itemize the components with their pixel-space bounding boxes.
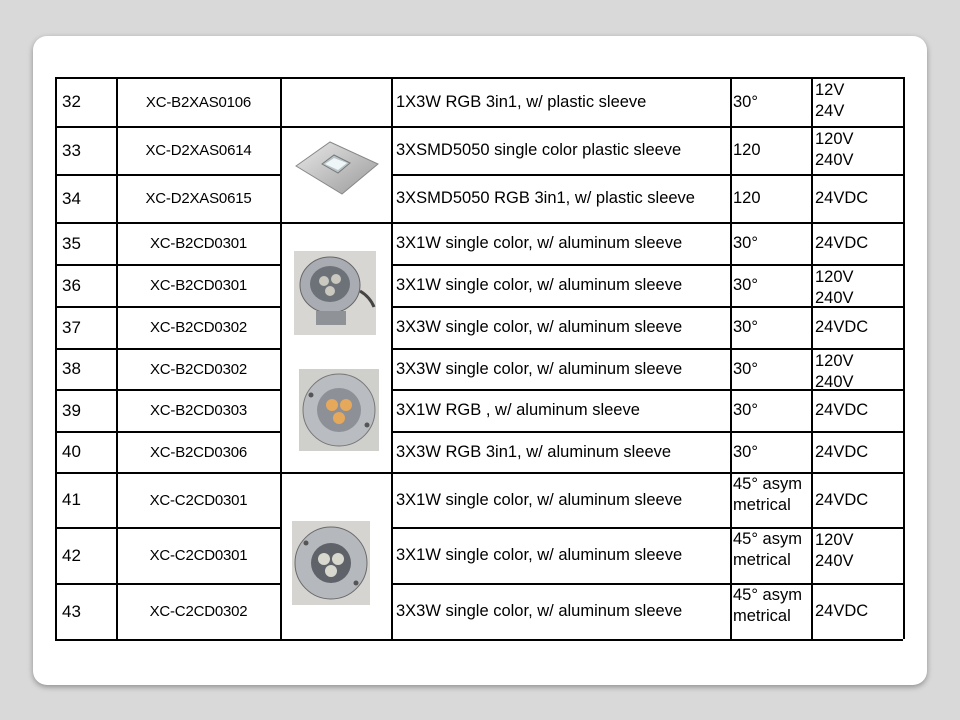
model-code: XC-B2CD0301 bbox=[149, 277, 247, 295]
product-description: 3X3W single color, w/ aluminum sleeve bbox=[396, 602, 683, 621]
product-description: 3XSMD5050 single color plastic sleeve bbox=[396, 141, 682, 160]
beam-angle: 30° bbox=[733, 234, 758, 253]
table-hline bbox=[280, 77, 391, 79]
table-hline bbox=[280, 126, 391, 128]
model-code: XC-C2CD0301 bbox=[149, 547, 248, 565]
row-number: 37 bbox=[62, 317, 81, 337]
model-code: XC-D2XAS0615 bbox=[145, 190, 252, 208]
beam-angle: 45° asymmetrical bbox=[733, 474, 802, 514]
row-number: 36 bbox=[62, 275, 81, 295]
product-description: 3X1W single color, w/ aluminum sleeve bbox=[396, 276, 683, 295]
square-plastic-lamp-photo bbox=[292, 136, 382, 198]
voltage-value: 120V bbox=[815, 530, 854, 549]
voltage-value: 120V bbox=[815, 267, 854, 286]
model-code: XC-B2CD0303 bbox=[149, 402, 247, 420]
beam-angle: 30° bbox=[733, 92, 758, 111]
voltage-value: 240V bbox=[815, 150, 854, 169]
product-description: 3XSMD5050 RGB 3in1, w/ plastic sleeve bbox=[396, 189, 695, 208]
table-vline bbox=[280, 77, 282, 639]
beam-angle: 30° bbox=[733, 318, 758, 337]
row-number: 34 bbox=[62, 188, 81, 208]
round-three-led-lamp-photo bbox=[299, 369, 379, 451]
round-side-view-lamp-photo bbox=[294, 251, 376, 335]
row-number: 32 bbox=[62, 92, 81, 112]
table-hline bbox=[280, 472, 391, 474]
row-number: 42 bbox=[62, 545, 81, 565]
product-description: 3X3W single color, w/ aluminum sleeve bbox=[396, 359, 683, 378]
voltage-value: 24VDC bbox=[815, 401, 869, 420]
voltage bbox=[812, 128, 903, 175]
voltage bbox=[812, 79, 903, 127]
voltage bbox=[812, 529, 903, 584]
model-code: XC-B2CD0302 bbox=[149, 319, 247, 337]
product-description: 3X3W RGB 3in1, w/ aluminum sleeve bbox=[396, 442, 672, 461]
voltage-value: 120V bbox=[815, 129, 854, 148]
table-hline bbox=[280, 639, 391, 641]
model-code: XC-B2CD0301 bbox=[149, 235, 247, 253]
round-three-led-asym-lamp-photo bbox=[292, 521, 370, 605]
voltage-value: 240V bbox=[815, 551, 854, 570]
beam-angle: 30° bbox=[733, 442, 758, 461]
beam-angle: 45° asymmetrical bbox=[733, 585, 802, 625]
voltage-value: 240V bbox=[815, 372, 854, 389]
voltage-value: 24VDC bbox=[815, 234, 869, 253]
beam-angle: 120 bbox=[733, 189, 761, 208]
table-vline bbox=[903, 77, 905, 639]
voltage bbox=[812, 224, 903, 265]
beam-angle: 30° bbox=[733, 276, 758, 295]
voltage-value: 24VDC bbox=[815, 318, 869, 337]
voltage bbox=[812, 308, 903, 349]
voltage bbox=[812, 266, 903, 307]
model-code: XC-D2XAS0614 bbox=[145, 142, 252, 160]
row-number: 33 bbox=[62, 140, 81, 160]
model-code: XC-B2XAS0106 bbox=[145, 93, 252, 111]
row-number: 35 bbox=[62, 233, 81, 253]
voltage bbox=[812, 391, 903, 432]
model-code: XC-C2CD0302 bbox=[149, 603, 248, 621]
product-description: 1X3W RGB 3in1, w/ plastic sleeve bbox=[396, 92, 647, 111]
row-number: 40 bbox=[62, 442, 81, 462]
table-hline bbox=[391, 639, 903, 641]
voltage-value: 24VDC bbox=[815, 490, 869, 509]
voltage-value: 24VDC bbox=[815, 602, 869, 621]
product-description: 3X1W single color, w/ aluminum sleeve bbox=[396, 546, 683, 565]
voltage-value: 24VDC bbox=[815, 189, 869, 208]
table-hline bbox=[280, 222, 391, 224]
row-number: 41 bbox=[62, 490, 81, 510]
voltage bbox=[812, 474, 903, 528]
product-description: 3X1W single color, w/ aluminum sleeve bbox=[396, 234, 683, 253]
voltage-value: 24VDC bbox=[815, 442, 869, 461]
voltage bbox=[812, 350, 903, 390]
row-number: 38 bbox=[62, 359, 81, 379]
model-code: XC-B2CD0302 bbox=[149, 360, 247, 378]
model-code: XC-B2CD0306 bbox=[149, 443, 247, 461]
voltage bbox=[812, 176, 903, 223]
voltage-value: 24V bbox=[815, 101, 845, 120]
product-description: 3X1W RGB , w/ aluminum sleeve bbox=[396, 401, 640, 420]
beam-angle: 30° bbox=[733, 401, 758, 420]
model-code: XC-C2CD0301 bbox=[149, 491, 248, 509]
beam-angle: 30° bbox=[733, 359, 758, 378]
beam-angle: 120 bbox=[733, 141, 761, 160]
product-description: 3X3W single color, w/ aluminum sleeve bbox=[396, 318, 683, 337]
row-number: 43 bbox=[62, 601, 81, 621]
voltage bbox=[812, 433, 903, 473]
voltage-value: 120V bbox=[815, 351, 854, 370]
beam-angle: 45° asymmetrical bbox=[733, 529, 802, 569]
row-number: 39 bbox=[62, 400, 81, 420]
voltage-value: 240V bbox=[815, 288, 854, 306]
voltage-value: 12V bbox=[815, 80, 845, 99]
product-description: 3X1W single color, w/ aluminum sleeve bbox=[396, 490, 683, 509]
voltage bbox=[812, 585, 903, 640]
table-hline bbox=[55, 639, 280, 641]
